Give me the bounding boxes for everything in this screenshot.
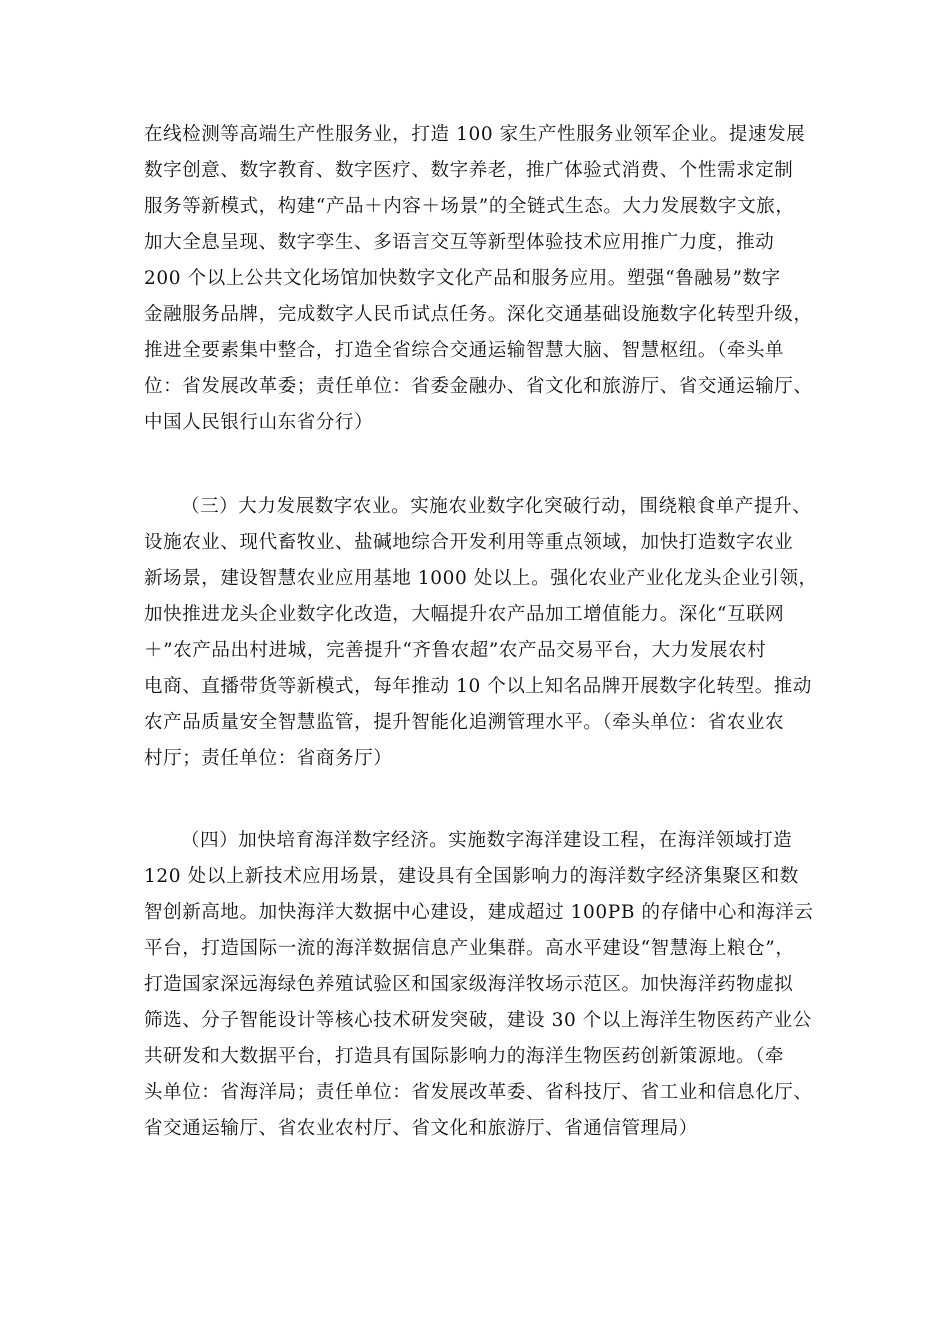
paragraph-line: 数字创意、数字教育、数字医疗、数字养老，推广体验式消费、个性需求定制 — [144, 160, 794, 181]
paragraph-line: 120 处以上新技术应用场景，建设具有全国影响力的海洋数字经济集聚区和数 — [144, 866, 799, 887]
paragraph-line: 中国人民银行山东省分行） — [144, 412, 374, 433]
paragraph-line: 筛选、分子智能设计等核心技术研发突破，建设 30 个以上海洋生物医药产业公 — [144, 1010, 813, 1031]
paragraph-line: 设施农业、现代畜牧业、盐碱地综合开发利用等重点领域，加快打造数字农业 — [144, 532, 794, 553]
paragraph-line: 电商、直播带货等新模式，每年推动 10 个以上知名品牌开展数字化转型。推动 — [144, 676, 813, 697]
paragraph-line: 平台，打造国际一流的海洋数据信息产业集群。高水平建设“智慧海上粮仓”， — [144, 938, 795, 959]
paragraph-line: 服务等新模式，构建“产品＋内容＋场景”的全链式生态。大力发展数字文旅， — [144, 196, 795, 217]
paragraph-line: 金融服务品牌，完成数字人民币试点任务。深化交通基础设施数字化转型升级， — [144, 304, 813, 325]
paragraph-line: 头单位：省海洋局；责任单位：省发展改革委、省科技厅、省工业和信息化厅、 — [144, 1082, 813, 1103]
paragraph-line: 在线检测等高端生产性服务业，打造 100 家生产性服务业领军企业。提速发展 — [144, 124, 806, 145]
paragraph-line: ＋”农产品出村进城，完善提升“齐鲁农超”农产品交易平台，大力发展农村 — [144, 640, 767, 661]
paragraph-line: 农产品质量安全智慧监管，提升智能化追溯管理水平。（牵头单位：省农业农 — [144, 712, 785, 733]
paragraph-line: 共研发和大数据平台，打造具有国际影响力的海洋生物医药创新策源地。（牵 — [144, 1046, 785, 1067]
paragraph-line: 200 个以上公共文化场馆加快数字文化产品和服务应用。塑强“鲁融易”数字 — [144, 268, 781, 289]
paragraph-line: 加大全息呈现、数字孪生、多语言交互等新型体验技术应用推广力度，推动 — [144, 232, 775, 253]
paragraph-line: 打造国家深远海绿色养殖试验区和国家级海洋牧场示范区。加快海洋药物虚拟 — [144, 974, 794, 995]
paragraph-line: 新场景，建设智慧农业应用基地 1000 处以上。强化农业产业化龙头企业引领， — [144, 568, 818, 589]
section-heading-line: （四）加快培育海洋数字经济。实施数字海洋建设工程，在海洋领域打造 — [181, 830, 793, 851]
paragraph-line: 加快推进龙头企业数字化改造，大幅提升农产品加工增值能力。深化“互联网 — [144, 604, 785, 625]
paragraph-line: 推进全要素集中整合，打造全省综合交通运输智慧大脑、智慧枢纽。（牵头单 — [144, 340, 785, 361]
paragraph-line: 村厅；责任单位：省商务厅） — [144, 748, 393, 769]
paragraph-line: 智创新高地。加快海洋大数据中心建设，建成超过 100PB 的存储中心和海洋云 — [144, 902, 814, 923]
section-heading-line: （三）大力发展数字农业。实施农业数字化突破行动，围绕粮食单产提升、 — [181, 496, 812, 517]
paragraph-line: 位：省发展改革委；责任单位：省委金融办、省文化和旅游厅、省交通运输厅、 — [144, 376, 813, 397]
paragraph-line: 省交通运输厅、省农业农村厅、省文化和旅游厅、省通信管理局） — [144, 1118, 698, 1139]
